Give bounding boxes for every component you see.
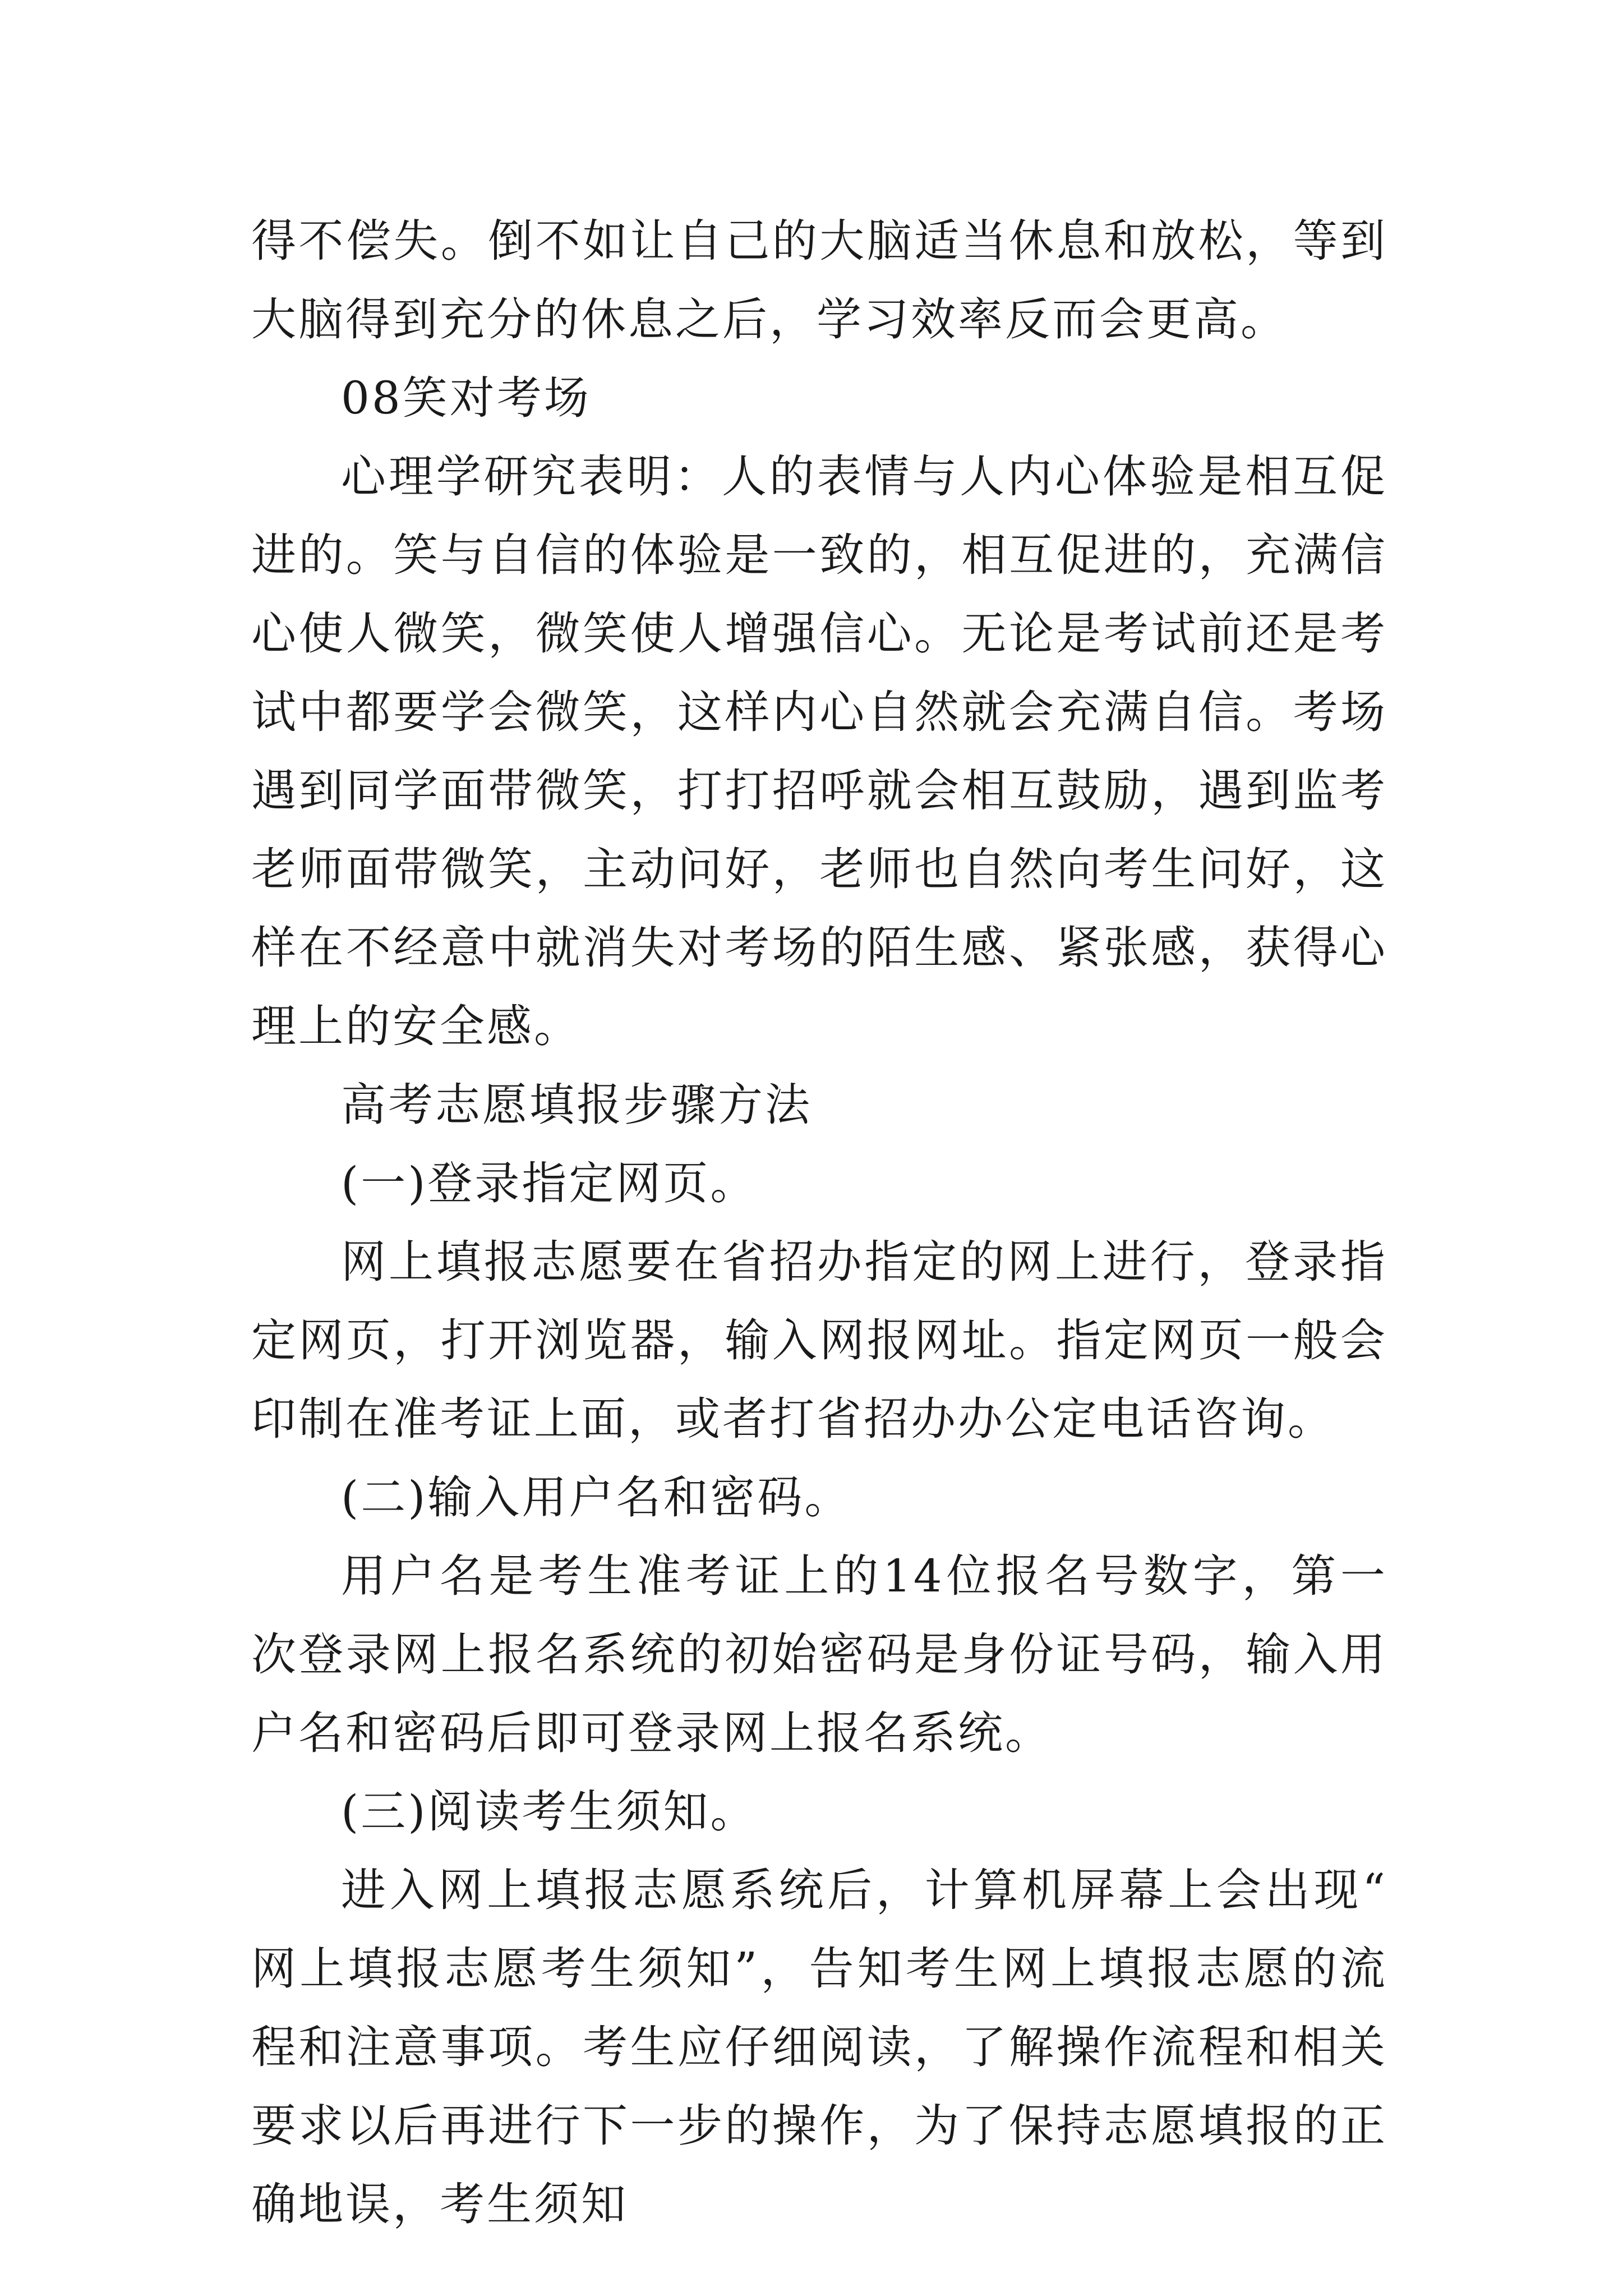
document-body: [251, 202, 1387, 2244]
paragraph-notice: 进入网上填报志愿系统后，计算机屏幕上会出现“网上填报志愿考生须知”，告知考生网上填报志愿的流程和注意事项。考生应仔细阅读，了解操作流程和相关要求以后再进行下一步的操作，为了保持志愿填报的正确地误，考生须知: [251, 1864, 1387, 2230]
paragraph-continuation: 得不偿失。倒不如让自己的大脑适当休息和放松，等到大脑得到充分的休息之后，学习效率反而会更高。: [251, 215, 1387, 346]
paragraph-credentials: 用户名是考生准考证上的14位报名号数字，第一次登录网上报名系统的初始密码是身份证号码，输入用户名和密码后即可登录网上报名系统。: [251, 1550, 1387, 1759]
paragraph-login: 网上填报志愿要在省招办指定的网上进行，登录指定网页，打开浏览器，输入网报网址。指定网页一般会印制在准考证上面，或者打省招办办公定电话咨询。: [251, 1236, 1387, 1445]
step-heading-notice: (三)阅读考生须知。: [341, 1786, 758, 1838]
section-heading-smile-exam: 08笑对考场: [341, 372, 591, 424]
step-heading-credentials: (二)输入用户名和密码。: [341, 1471, 852, 1524]
step-heading-login: (一)登录指定网页。: [341, 1157, 758, 1209]
section-heading-application-steps: 高考志愿填报步骤方法: [341, 1079, 812, 1131]
paragraph-psychology: 心理学研究表明：人的表情与人内心体验是相互促进的。笑与自信的体验是一致的，相互促进的，充满信心使人微笑，微笑使人增强信心。无论是考试前还是考试中都要学会微笑，这样内心自然就会充满自信。考场遇到同学面带微笑，打打招呼就会相互鼓励，遇到监考老师面带微笑，主动问好，老师也自然向考生问好，这样在不经意中就消失对考场的陌生感、紧张感，获得心理上的安全感。: [251, 450, 1387, 1052]
